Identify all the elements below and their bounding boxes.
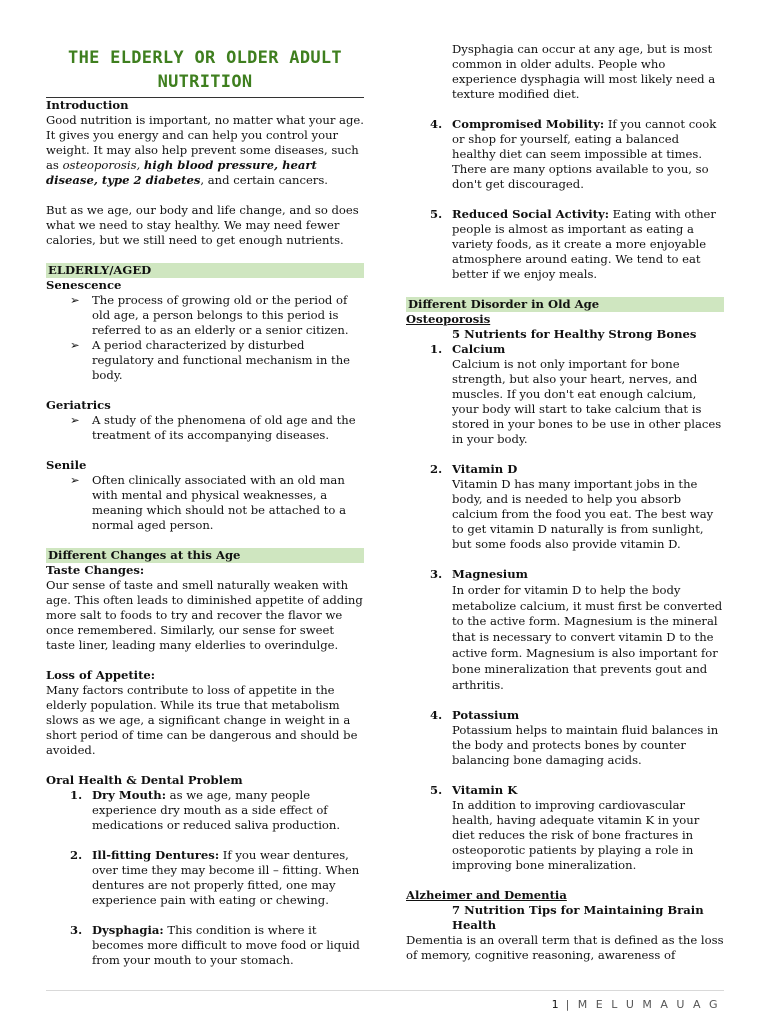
intro-italic-text: osteoporosis, xyxy=(62,158,144,172)
list-item xyxy=(406,708,724,768)
osteoporosis-heading: Osteoporosis xyxy=(406,312,491,326)
list-item-text: as we age, many people experience dry mouth as a side effect of medications or reduced saliva production. xyxy=(92,788,341,832)
left-column xyxy=(46,0,364,968)
list-item-term: Potassium xyxy=(452,708,520,723)
list-item-text: A study of the phenomena of old age and the treatment of its accompanying diseases. xyxy=(92,413,356,442)
list-number: 5. xyxy=(430,207,443,221)
intro-text: Good nutrition is important, no matter what your age. It gives you energy and can help you control your weight. It may also help prevent some diseases, such as xyxy=(46,113,364,172)
elderly-section-band: ELDERLY/AGED xyxy=(46,263,364,278)
list-number: 2. xyxy=(70,848,83,862)
arrow-bullet-icon: ➢ xyxy=(70,338,80,352)
list-item-text: The process of growing old or the period of old age, a person belongs to this period is referred to as an elderly or a senior citizen. xyxy=(92,293,349,337)
list-item-term: Vitamin K xyxy=(452,783,518,798)
list-item-term: Calcium xyxy=(452,342,506,356)
list-item xyxy=(46,923,364,968)
list-number: 3. xyxy=(430,567,443,581)
list-number: 2. xyxy=(430,462,443,476)
alzheimer-subheading: 7 Nutrition Tips for Maintaining Brain Health xyxy=(452,903,704,933)
list-number: 1. xyxy=(430,342,443,356)
loss-of-appetite-heading: Loss of Appetite: xyxy=(46,668,156,682)
taste-changes-heading: Taste Changes: xyxy=(46,563,145,577)
list-number: 4. xyxy=(430,708,443,723)
nutrients-subheading: 5 Nutrients for Healthy Strong Bones xyxy=(452,327,697,341)
list-item xyxy=(406,783,724,873)
list-item-text: In addition to improving cardiovascular health, having adequate vitamin K in your diet reduces the risk of bone fractures in osteoporotic patients by playing a role in improving bone mineralization. xyxy=(452,798,700,873)
list-item-term: Dry Mouth: xyxy=(92,788,166,802)
list-item-text: Eating with other people is almost as important as eating a variety foods, as it create a more enjoyable atmosphere around eating. We tend to eat better if we enjoy meals. xyxy=(452,207,716,281)
loss-of-appetite-paragraph: Many factors contribute to loss of appetite in the elderly population. While its true that metabolism slows as we age, a significant change in weight in a short period of time can be dangerous and should be avoided. xyxy=(46,683,358,757)
list-item-term: Reduced Social Activity: xyxy=(452,207,609,221)
oral-health-heading: Oral Health & Dental Problem xyxy=(46,773,243,787)
list-item-term: Compromised Mobility: xyxy=(452,117,605,131)
footer-separator: | xyxy=(565,998,572,1011)
list-number: 4. xyxy=(430,117,443,131)
list-item xyxy=(406,567,724,693)
document-title: THE ELDERLY OR OLDER ADULT NUTRITION xyxy=(46,46,364,98)
list-item xyxy=(46,338,364,383)
list-item xyxy=(46,848,364,908)
intro-paragraph-1 xyxy=(46,113,364,188)
list-number: 1. xyxy=(70,788,83,802)
arrow-bullet-icon: ➢ xyxy=(70,473,80,487)
page-footer xyxy=(552,998,720,1011)
list-item-term: Vitamin D xyxy=(452,462,518,476)
alzheimer-heading: Alzheimer and Dementia xyxy=(406,888,567,903)
list-item-term: Magnesium xyxy=(452,567,528,581)
list-item xyxy=(406,117,724,192)
introduction-heading: Introduction xyxy=(46,98,129,112)
footer-author: M E L U M A U A G xyxy=(577,998,720,1011)
alzheimer-paragraph: Dementia is an overall term that is defined as the loss of memory, cognitive reasoning, awareness of xyxy=(406,933,724,963)
list-item-text: In order for vitamin D to help the body metabolize calcium, it must first be converted to the active form. Magnesium is the mineral that is necessary to convert vitamin D to the active form. Magnesium is also important for bone mineralization that prevents gout and arthritis. xyxy=(452,582,723,692)
geriatrics-heading: Geriatrics xyxy=(46,398,111,412)
list-item xyxy=(46,788,364,833)
list-item-text: Potassium helps to maintain fluid balances in the body and protects bones by counter balancing bone damaging acids. xyxy=(452,723,719,768)
right-column xyxy=(406,42,724,963)
list-item-text: This condition is where it becomes more difficult to move food or liquid from your mouth to your stomach. xyxy=(92,923,360,967)
list-item xyxy=(406,207,724,282)
list-item xyxy=(46,473,364,533)
list-number: 3. xyxy=(70,923,83,937)
list-item-text: Calcium is not only important for bone strength, but also your heart, nerves, and muscles. If you don't eat enough calcium, your body will start to take calcium that is stored in your bones to be use in other places in your body. xyxy=(452,357,722,446)
intro-paragraph-2: But as we age, our body and life change, and so does what we need to stay healthy. We may need fewer calories, but we still need to get enough nutrients. xyxy=(46,203,359,247)
list-item-text: Often clinically associated with an old man with mental and physical weaknesses, a meaning which should not be attached to a normal aged person. xyxy=(92,473,347,532)
senescence-heading: Senescence xyxy=(46,278,122,292)
taste-changes-paragraph: Our sense of taste and smell naturally weaken with age. This often leads to diminished appetite of adding more salt to foods to try and recover the flavor we once remembered. Similarly, our sense for sweet taste liner, leading many elderlies to overindulge. xyxy=(46,578,363,652)
list-item-text: A period characterized by disturbed regulatory and functional mechanism in the body. xyxy=(92,338,351,382)
intro-bold-italic-text: high blood pressure, heart disease, type 2 diabetes xyxy=(46,158,317,187)
list-item-text: Vitamin D has many important jobs in the body, and is needed to help you absorb calcium from the food you eat. The best way to get vitamin D naturally is from sunlight, but some foods also provide vitamin D. xyxy=(452,477,714,551)
list-number: 5. xyxy=(430,783,443,798)
list-item-text: If you cannot cook or shop for yourself, eating a balanced healthy diet can seem impossible at times. There are many options available to you, so don't get discouraged. xyxy=(452,117,717,191)
page-number: 1 xyxy=(551,998,560,1011)
footer-rule xyxy=(46,990,724,991)
intro-text-end: , and certain cancers. xyxy=(200,173,328,187)
list-item-text: If you wear dentures, over time they may become ill – fitting. When dentures are not properly fitted, one may experience pain with eating or chewing. xyxy=(92,848,360,907)
list-item xyxy=(46,413,364,443)
list-item xyxy=(46,293,364,338)
changes-section-band: Different Changes at this Age xyxy=(46,548,364,563)
disorder-section-band: Different Disorder in Old Age xyxy=(406,297,724,312)
senile-heading: Senile xyxy=(46,458,87,472)
arrow-bullet-icon: ➢ xyxy=(70,413,80,427)
list-item-term: Ill-fitting Dentures: xyxy=(92,848,220,862)
list-item xyxy=(406,342,724,447)
arrow-bullet-icon: ➢ xyxy=(70,293,80,307)
list-item xyxy=(406,462,724,552)
list-item-term: Dysphagia: xyxy=(92,923,164,937)
dysphagia-continued-paragraph: Dysphagia can occur at any age, but is most common in older adults. People who experience dysphagia will most likely need a texture modified diet. xyxy=(452,42,716,101)
